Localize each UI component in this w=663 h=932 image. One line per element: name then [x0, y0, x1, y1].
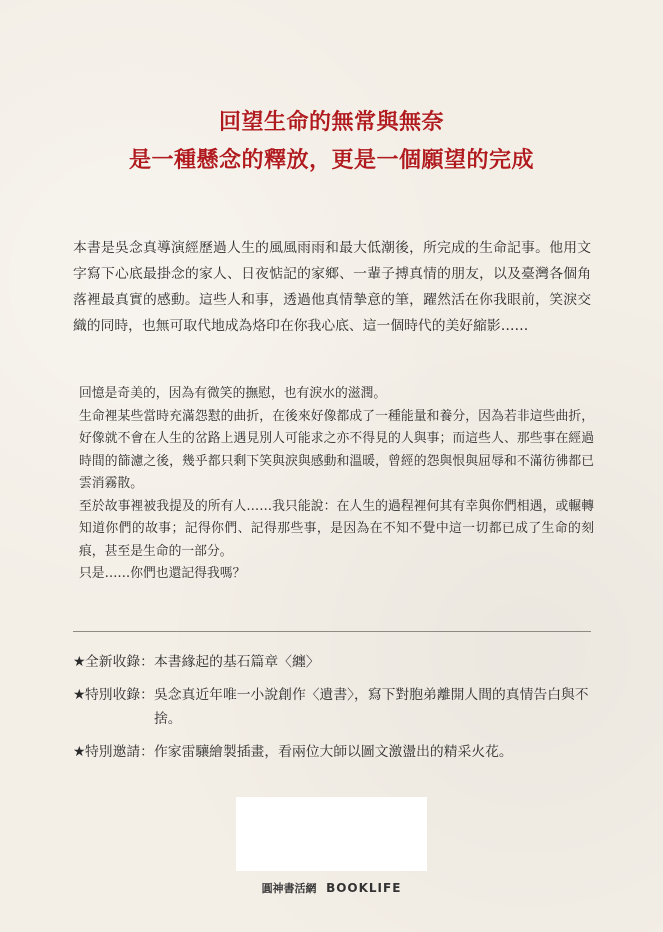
feature-item	[73, 683, 591, 731]
quote-paragraph: 回憶是奇美的，因為有微笑的撫慰，也有淚水的滋潤。	[79, 386, 387, 401]
barcode-area	[236, 797, 427, 871]
feature-text: 吳念真近年唯一小說創作〈遺書〉，寫下對胞弟離開人間的真情告白與不捨。	[153, 687, 589, 727]
feature-text: 作家雷驤繪製插畫，看兩位大師以圖文激盪出的精采火花。	[153, 744, 513, 760]
headline-line-2: 是一種懸念的釋放，更是一個願望的完成	[128, 147, 534, 173]
feature-item	[73, 650, 591, 674]
feature-label: 特別收錄：	[85, 687, 154, 703]
feature-label: 特別邀請：	[85, 744, 154, 760]
headline	[0, 103, 663, 179]
quote-paragraph: 只是……你們也還記得我嗎？	[79, 566, 246, 581]
star-icon: ★	[73, 654, 86, 670]
quote-paragraph: 生命裡某些當時充滿怨懟的曲折，在後來好像都成了一種能量和養分，因為若非這些曲折，好像就不會在人生的岔路上遇見別人可能求之亦不得見的人與事；而這些人、那些事在經過時間的篩濾之後，幾乎都只剩下笑與淚與感動和溫暖，曾經的怨與恨與屈辱和不滿彷彿都已雲消霧散。	[79, 408, 594, 491]
intro-paragraph: 本書是吳念真導演經歷過人生的風風雨雨和最大低潮後，所完成的生命記事。他用文字寫下心底最掛念的家人、日夜惦記的家鄉、一輩子搏真情的朋友，以及臺灣各個角落裡最真實的感動。這些人和事，透過他真情摯意的筆，躍然活在你我眼前，笑淚交織的同時，也無可取代地成為烙印在你我心底、這一個時代的美好縮影……	[73, 240, 591, 334]
quote-section	[79, 383, 594, 586]
publisher-name-cn: 圓神書活網	[261, 882, 317, 895]
feature-item	[73, 740, 591, 764]
star-icon: ★	[73, 744, 86, 760]
feature-label: 全新收錄：	[85, 654, 154, 670]
publisher-logo	[0, 880, 663, 896]
star-icon: ★	[73, 687, 86, 703]
quote-paragraph: 至於故事裡被我提及的所有人……我只能說：在人生的過程裡何其有幸與你們相遇，或輾轉知道你們的故事；記得你們、記得那些事，是因為在不知不覺中這一切都已成了生命的刻痕，甚至是生命的一部分。	[79, 498, 594, 559]
divider	[73, 631, 591, 632]
publisher-name-en: BOOKLIFE	[326, 881, 402, 895]
feature-list	[73, 650, 591, 773]
headline-line-1: 回望生命的無常與無奈	[218, 109, 444, 135]
feature-text: 本書緣起的基石篇章〈纏〉	[153, 654, 320, 670]
